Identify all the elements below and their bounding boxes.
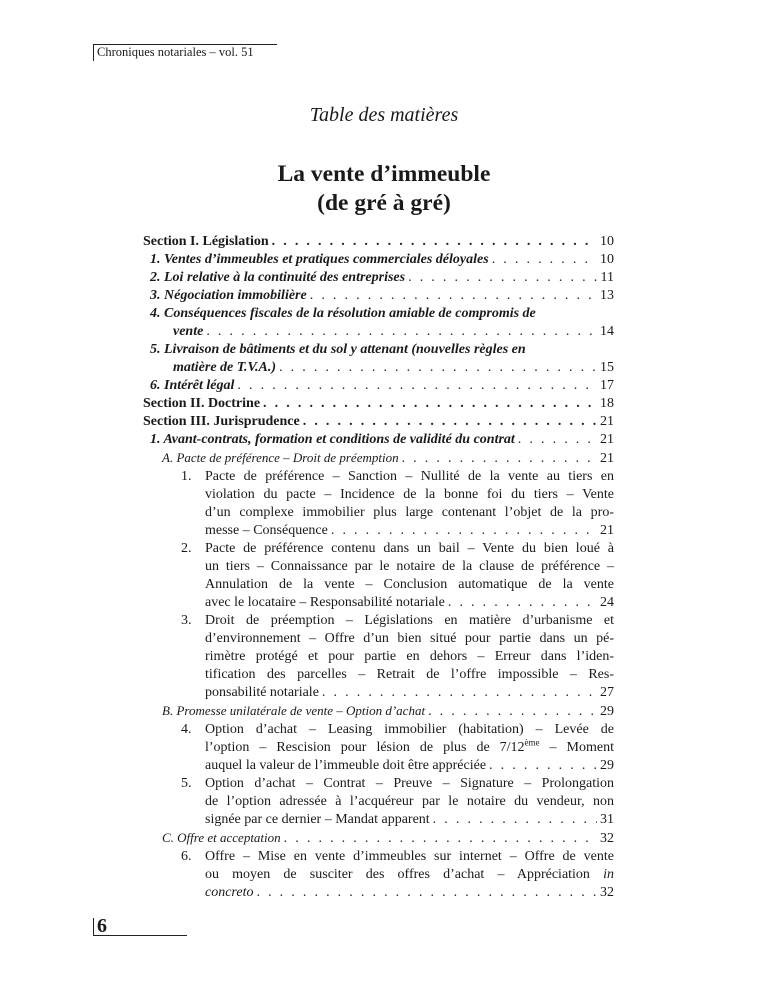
table-of-contents — [143, 233, 614, 902]
toc-item-livraison-batiments-cont[interactable]: matière de T.V.A.) . . . 15 — [143, 359, 614, 377]
toc-section-jurisprudence[interactable]: Section III. Jurisprudence . . . 21 — [143, 413, 614, 431]
toc-item-livraison-batiments[interactable]: 5. Livraison de bâtiments et du sol y attenant (nouvelles règles en — [150, 342, 526, 357]
toc-subsection-promesse-unilaterale[interactable]: B. Promesse unilatérale de vente – Option d’achat . . . 29 — [143, 702, 614, 721]
chapter-title — [0, 160, 768, 218]
toc-entry-4[interactable]: 4. Option d’achat – Leasing immobilier (habitation) – Levée de l’option – Rescision pour lésion de plus de 7/12ème – Moment auquel la valeur de l’immeuble doit être appréciée . . . 29 — [143, 721, 614, 775]
toc-section-doctrine[interactable]: Section II. Doctrine . . . 18 — [143, 395, 614, 413]
toc-subsection-offre-acceptation[interactable]: C. Offre et acceptation . . . 32 — [143, 829, 614, 848]
title-line-1: La vente d’immeuble — [277, 161, 491, 187]
toc-entry-6[interactable]: 6. Offre – Mise en vente d’immeubles sur internet – Offre de vente ou moyen de susciter des offres d’achat – Appréciation in concreto . . . 32 — [143, 848, 614, 902]
toc-entry-3[interactable]: 3. Droit de préemption – Législations en matière d’urbanisme et d’environnement – Offre d’un bien situé pour partie dans un pé- rimètre protégé et pour partie en dehors – Erreur dans l’iden- tification des parcelles – Retrait de l’offre impossible – Res- ponsabilité notariale . . . 27 — [143, 612, 614, 702]
toc-entry-1[interactable]: 1. Pacte de préférence – Sanction – Nullité de la vente au tiers en violation du pacte – Incidence de la bonne foi du tiers – Vente d’un complexe immobilier plus large contenant l’objet de la pro- messe – Conséquence . . . 21 — [143, 468, 614, 540]
toc-section-legislation[interactable]: Section I. Législation . . . 10 — [143, 233, 614, 251]
running-header: Chroniques notariales – vol. 51 — [97, 45, 254, 59]
toc-item-consequences-fiscales-cont[interactable]: vente . . . 14 — [143, 323, 614, 341]
toc-label: Table des matières — [309, 104, 459, 126]
footer-rule-horizontal — [93, 935, 187, 936]
toc-item-continuite-entreprises[interactable]: 2. Loi relative à la continuité des entreprises . . . 11 — [143, 269, 614, 287]
page-number: 6 — [97, 915, 107, 937]
toc-item-avant-contrats[interactable]: 1. Avant-contrats, formation et conditions de validité du contrat . . . 21 — [143, 431, 614, 449]
toc-item-ventes-immeubles[interactable]: 1. Ventes d’immeubles et pratiques commerciales déloyales . . . 10 — [143, 251, 614, 269]
footer-rule-vertical — [93, 918, 94, 936]
toc-item-consequences-fiscales[interactable]: 4. Conséquences fiscales de la résolution amiable de compromis de — [150, 306, 536, 321]
toc-subsection-pacte-preference[interactable]: A. Pacte de préférence – Droit de préemption . . . 21 — [143, 449, 614, 468]
title-line-2: (de gré à gré) — [317, 190, 451, 216]
toc-entry-5[interactable]: 5. Option d’achat – Contrat – Preuve – Signature – Prolongation de l’option adressée à l’acquéreur par le notaire du vendeur, non signée par ce dernier – Mandat apparent . . . 31 — [143, 775, 614, 829]
toc-item-interet-legal[interactable]: 6. Intérêt légal . . . 17 — [143, 377, 614, 395]
toc-item-negociation-immobiliere[interactable]: 3. Négociation immobilière . . . 13 — [143, 287, 614, 305]
toc-entry-2[interactable]: 2. Pacte de préférence contenu dans un bail – Vente du bien loué à un tiers – Connaissance par le notaire de la clause de préférence – Annulation de la vente – Conclusion automatique de la vente avec le locataire – Responsabilité notariale . . . 24 — [143, 540, 614, 612]
